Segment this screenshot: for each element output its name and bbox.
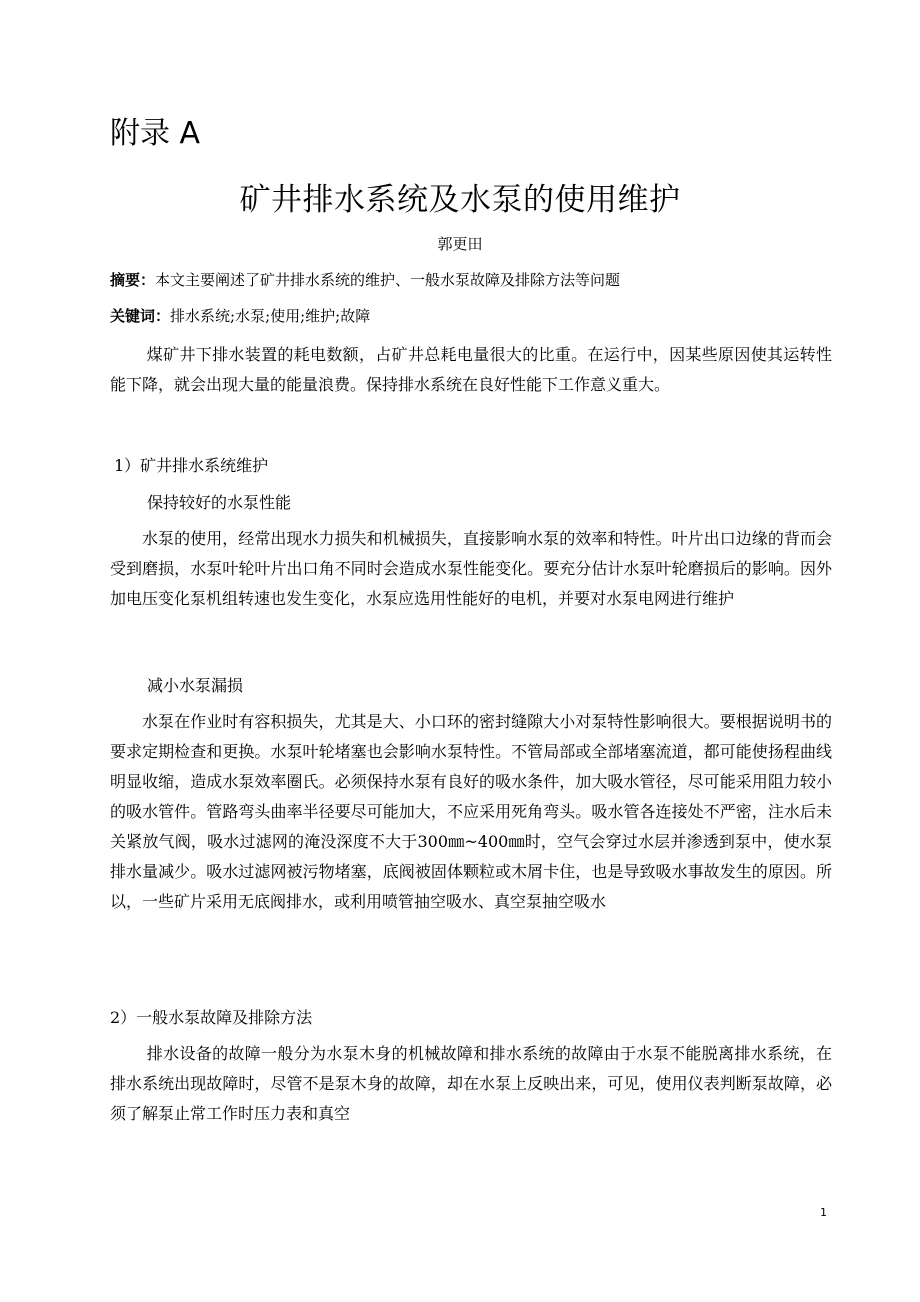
pump-performance-paragraph: 水泵的使用，经常出现水力损失和机械损失，直接影响水泵的效率和特性。叶片出口边缘的背而会受到磨损，水泵叶轮叶片出口角不同时会造成水泵性能变化。要充分估计水泵叶轮磨损后的影响。因外加电压变化泵机组转速也发生变化，水泵应选用性能好的电机，并要对水泵电网进行维护 <box>110 529 832 608</box>
keywords <box>110 304 830 328</box>
reduce-leakage-paragraph: 水泵在作业时有容积损失，尤其是大、小口环的密封缝隙大小对泵特性影响很大。要根据说明书的要求定期检查和更换。水泵叶轮堵塞也会影响水泵特性。不管局部或全部堵塞流道，都可能使扬程曲线明显收缩，造成水泵效率圈氏。必须保持水泵有良好的吸水条件，加大吸水管径，尽可能采用阻力较小的吸水管件。管路弯头曲率半径要尽可能加大，不应采用死角弯头。吸水管各连接处不严密，注水后未关紧放气阀，吸水过滤网的淹没深度不大于300㎜~400㎜时，空气会穿过水层并渗透到泵中，使水泵排水量减少。吸水过滤网被污物堵塞，底阀被固体颗粒或木屑卡住，也是导致吸水事故发生的原因。所以，一些矿片采用无底阀排水，或利用喷管抽空吸水、真空泵抽空吸水 <box>110 712 832 911</box>
pump-faults-paragraph: 排水设备的故障一般分为水泵木身的机械故障和排水系统的故障由于水泵不能脱离排水系统，在排水系统出现故障时，尽管不是泵木身的故障，却在水泵上反映出来，可见，使用仪表判断泵故障，必须了解泵止常工作时压力表和真空 <box>110 1044 832 1123</box>
document-title: 矿井排水系统及水泵的使用维护 <box>239 182 681 218</box>
abstract-label: 摘要： <box>110 271 156 289</box>
intro-paragraph: 煤矿井下排水装置的耗电数额，占矿井总耗电量很大的比重。在运行中，因某些原因使其运转性能下降，就会出现大量的能量浪费。保持排水系统在良好性能下工作意义重大。 <box>110 345 832 394</box>
section-1-heading: 1）矿井排水系统维护 <box>114 456 269 475</box>
keywords-label: 关键词： <box>110 307 171 325</box>
appendix-label: 附录 A <box>110 116 201 151</box>
keywords-text: 排水系统;水泵;使用;维护;故障 <box>170 307 371 325</box>
author-name: 郭更田 <box>437 235 483 253</box>
section-2-heading: 2）一般水泵故障及排除方法 <box>110 1008 313 1027</box>
abstract <box>110 268 830 292</box>
subsection-pump-performance: 保持较好的水泵性能 <box>147 493 292 512</box>
page-number: 1 <box>820 1206 827 1219</box>
abstract-text: 本文主要阐述了矿井排水系统的维护、一般水泵故障及排除方法等问题 <box>155 271 621 289</box>
subsection-reduce-leakage: 减小水泵漏损 <box>147 676 244 695</box>
